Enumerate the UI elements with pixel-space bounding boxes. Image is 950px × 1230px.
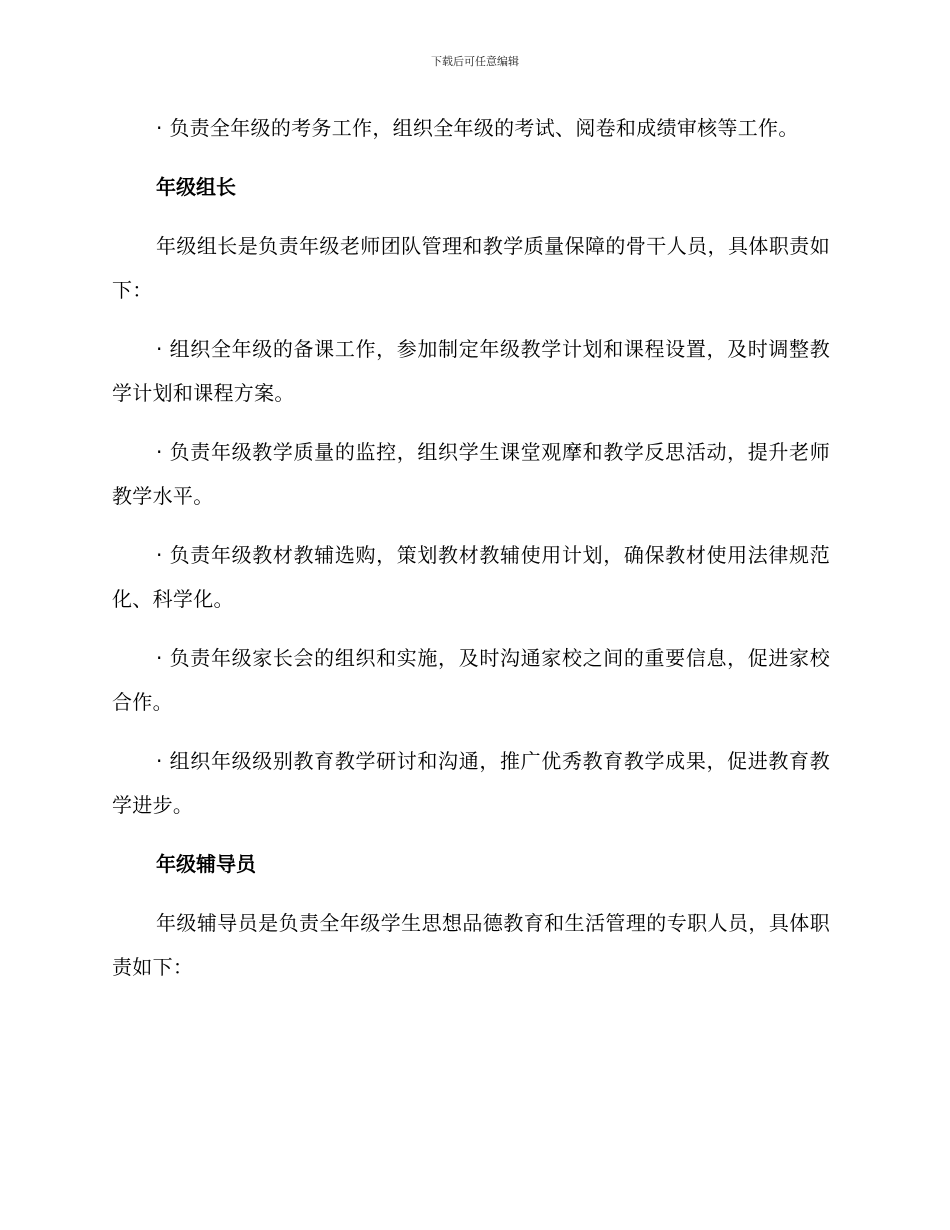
grade-leader-intro: 年级组长是负责年级老师团队管理和教学质量保障的骨干人员，具体职责如下：: [112, 234, 830, 302]
bullet-textbook-selection: · 负责年级教材教辅选购，策划教材教辅使用计划，确保教材使用法律规范化、科学化。: [112, 543, 830, 611]
document-body: [112, 106, 830, 1004]
page-header-note: 下载后可任意编辑: [431, 55, 519, 68]
section-heading-grade-counselor: 年级辅导员: [156, 852, 256, 876]
bullet-exam-affairs: · 负责全年级的考务工作，组织全年级的考试、阅卷和成绩审核等工作。: [156, 116, 799, 140]
bullet-quality-monitoring: · 负责年级教学质量的监控，组织学生课堂观摩和教学反思活动，提升老师教学水平。: [112, 440, 830, 508]
section-heading-grade-leader: 年级组长: [156, 175, 236, 199]
bullet-parent-meetings: · 负责年级家长会的组织和实施，及时沟通家校之间的重要信息，促进家校合作。: [112, 646, 830, 714]
grade-counselor-intro: 年级辅导员是负责全年级学生思想品德教育和生活管理的专职人员，具体职责如下：: [112, 911, 830, 979]
bullet-teaching-research: · 组织年级级别教育教学研讨和沟通，推广优秀教育教学成果，促进教育教学进步。: [112, 749, 830, 817]
bullet-lesson-prep: · 组织全年级的备课工作，参加制定年级教学计划和课程设置，及时调整教学计划和课程方案。: [112, 337, 830, 405]
